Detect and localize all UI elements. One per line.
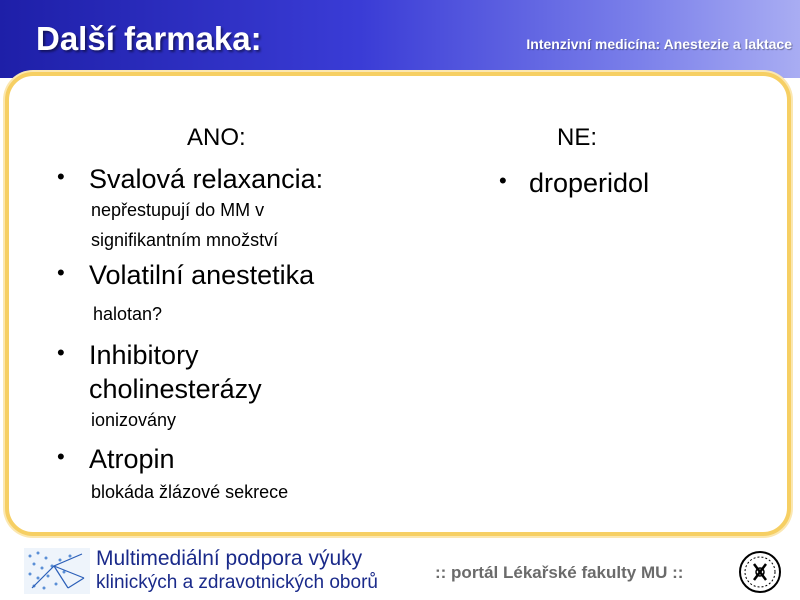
bullet-icon: • [57,260,65,285]
item-note: signifikantním množství [91,230,279,250]
bullet-icon: • [57,444,65,469]
item-label: cholinesterázy [89,374,262,404]
ano-heading: ANO: [187,124,246,151]
footer-logo-line2: klinických a zdravotnických oborů [96,572,378,593]
item-note: ionizovány [91,410,177,430]
slide-subtitle: Intenzivní medicína: Anestezie a laktace [526,36,792,52]
list-item [57,162,397,252]
footer-portal-link[interactable]: :: portál Lékařské fakulty MU :: [435,563,684,582]
item-label: Svalová relaxancia: [89,164,324,194]
list-item [57,258,397,334]
item-label: Volatilní anestetika [89,260,315,290]
bullet-icon: • [57,340,65,365]
item-note: blokáda žlázové sekrece [91,482,289,502]
network-logo-icon [24,548,90,594]
slide-title: Další farmaka: [36,20,262,57]
item-note: nepřestupují do MM v [91,200,265,220]
bullet-icon: • [57,164,65,189]
content-panel [5,72,791,536]
list-item [57,442,397,512]
faculty-seal-icon [738,550,782,594]
item-label: droperidol [529,168,650,198]
item-label: Inhibitory [89,340,199,370]
footer-logo-line1: Multimediální podpora výuky [96,547,363,570]
list-item [57,338,397,438]
slide-header [0,0,800,78]
list-item [499,166,759,206]
item-note: halotan? [93,304,163,324]
ne-heading: NE: [557,124,598,151]
bullet-icon: • [499,168,507,193]
item-label: Atropin [89,444,175,474]
